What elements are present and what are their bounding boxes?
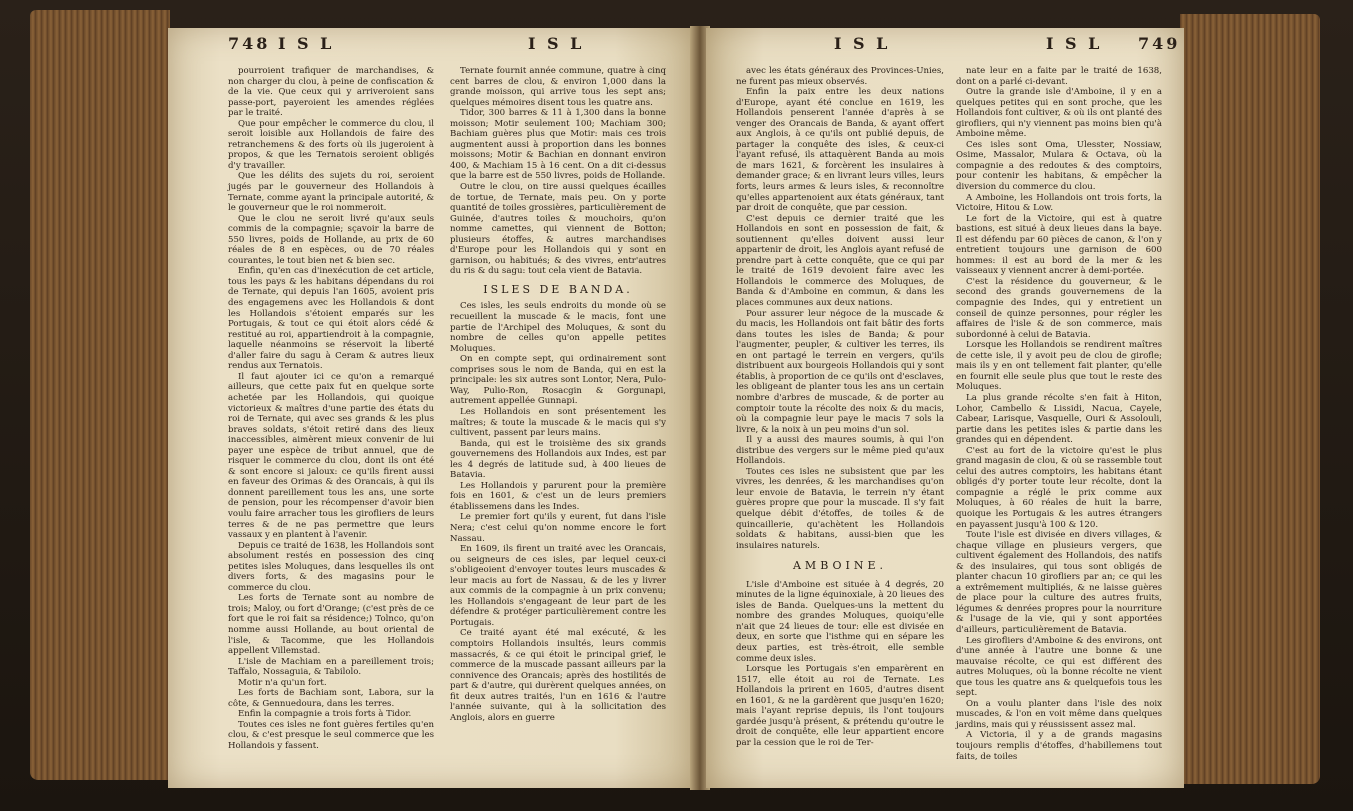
- paragraph: Depuis ce traité de 1638, les Hollandois sont absolument restés en possession des cinq petites isles Moluques, dans lesquelles ils ont divers forts, & des magasins pour le commerce du clou.: [228, 540, 434, 593]
- paragraph: Enfin la compagnie a trois forts à Tidor.: [238, 709, 412, 720]
- left-column-2: [450, 66, 666, 723]
- paragraph: nate leur en a faite par le traité de 1638, dont on a parlé ci-devant.: [956, 66, 1162, 87]
- paragraph: Lorsque les Hollandois se rendirent maîtres de cette isle, il y avoit peu de clou de girofle; mais ils y en ont tellement fait planter, qu'elle en fournit elle seule plus que tout le reste des Moluques.: [956, 340, 1162, 393]
- paragraph: Ternate fournit année commune, quatre à cinq cent barres de clou, & environ 1,000 dans la grande moisson, qui arrive tous les sept ans; quelques mémoires disent tous les quatre ans.: [450, 66, 666, 108]
- running-head: I S L: [1046, 34, 1103, 53]
- paragraph: C'est au fort de la victoire qu'est le plus grand magasin de clou, & où se rassemble tout celui des autres comptoirs, les habitans étant obligés d'y porter toute leur récolte, dont la compagnie a réglé le prix comme aux Moluques, à 60 réales de huit la barre, quoique les Portugais & les autres étrangers en payassent jusqu'à 100 & 120.: [956, 445, 1162, 530]
- paragraph: Les forts de Bachiam sont, Labora, sur la côte, & Gennuedoura, dans les terres.: [228, 688, 434, 709]
- paragraph: Les girofliers d'Amboine & des environs, ont d'une année à l'autre une bonne & une mauvaise récolte, ce qui est différent des autres Moluques, où la bonne récolte ne vient que tous les quatre ans & quelquefois tous les sept.: [956, 635, 1162, 699]
- paragraph: C'est depuis ce dernier traité que les Hollandois en sont en possession de fait, & soutiennent qu'elles doivent aussi leur appartenir de droit, les Anglois ayant refusé de prendre part à cette conquête, que ce qui par le traité de 1619 devoient faire avec les Hollandois le commerce des Moluques, de Banda & d'Amboine en commun, & dans les places communes aux deux nations.: [736, 213, 944, 309]
- paragraph: A Victoria, il y a de grands magasins toujours remplis d'étoffes, d'habillemens tout faits, de toiles: [956, 730, 1162, 762]
- paragraph: Les Hollandois y parurent pour la première fois en 1601, & c'est un de leurs premiers établissemens dans les Indes.: [450, 480, 666, 512]
- paragraph: Tidor, 300 barres & 11 à 1,300 dans la bonne moisson; Motir seulement 100; Machiam 300; Bachiam guères plus que Motir: mais ces trois augmentent aussi à proportion dans les bonnes moissons; Motir & Bachian en donnant environ 400, & Machiam 15 à 16 cent. On a dit ci-dessus que la barre est de 550 livres, poids de Hollande.: [450, 108, 666, 182]
- paragraph: Il y a aussi des maures soumis, à qui l'on distribue des vergers sur le même pied qu'aux Hollandois.: [736, 435, 944, 467]
- page-number: 749: [1138, 34, 1181, 53]
- left-column-1: [228, 66, 434, 752]
- section-heading: AMBOINE.: [792, 559, 887, 573]
- left-page-stack: [30, 10, 170, 780]
- paragraph: L'isle de Machiam en a pareillement trois; Taffalo, Nossaguia, & Tabilolo.: [228, 656, 434, 678]
- paragraph: avec les états généraux des Provinces-Unies, ne furent pas mieux observés.: [736, 66, 944, 87]
- paragraph: Motir n'a qu'un fort.: [238, 677, 327, 688]
- paragraph: Ce traité ayant été mal exécuté, & les comptoirs Hollandois insultés, leurs commis massacrés, & ce qui étoit le principal grief, le commerce de la muscade passant ailleurs par la connivence des Orancais; après des hostilités de part & d'autre, qui durèrent quelques années, on fit deux autres traités, l'un en 1616 & l'autre l'année suivante, qui à la sollicitation des Anglois, alors en guerre: [450, 628, 666, 723]
- paragraph: Les forts de Ternate sont au nombre de trois; Maloy, ou fort d'Orange; (c'est près de ce fort que le roi fait sa résidence;) Tolnco, qu'on nomme aussi Hollande, au bout oriental de l'isle, & Tacomme, que les Hollandois appellent Villemstad.: [228, 593, 434, 657]
- paragraph: On a voulu planter dans l'isle des noix muscades, & l'on en voit même dans quelques jardins, mais qui y réussissent assez mal.: [956, 698, 1162, 730]
- paragraph: Toute l'isle est divisée en divers villages, & chaque village en plusieurs vergers, que cultivent également des Hollandois, des natifs & des insulaires, qui tous sont obligés de planter chacun 10 girofliers par an; ce qui les a extrêmement multipliés, & ne laisse guères de place pour la culture des autres fruits, légumes & denrées propres pour la nourriture & l'usage de la vie, qui y sont apportées d'ailleurs, particulièrement de Batavia.: [956, 530, 1162, 635]
- right-column-2: [956, 66, 1162, 762]
- paragraph: En 1609, ils firent un traité avec les Orancais, ou seigneurs de ces isles, par lequel ceux-ci s'obligeoient d'envoyer toutes leurs muscades & leur macis au fort de Nassau, & de les y livrer aux commis de la compagnie à un prix convenu; les Hollandois s'engageant de leur part de les défendre & protéger particulièrement contre les Portugais.: [450, 544, 666, 628]
- paragraph: Il faut ajouter ici ce qu'on a remarqué ailleurs, que cette paix fut en quelque sorte achetée par les Hollandois, qui quoique victorieux & maîtres d'une partie des états du roi de Ternate, qui avec ses grands & les plus braves soldats, s'étoit retiré dans des lieux inaccessibles, aimèrent mieux convenir de lui payer une espèce de tribut annuel, que de risquer le commerce du clou, dont ils ont été & sont encore si jaloux: ce qu'ils firent aussi en faveur des Orimas & des Orancais, à qui ils donnent pareillement tous les ans, une sorte de pension, pour les récompenser d'avoir bien voulu faire arracher tous les girofliers de leurs terres & de ne pas permettre que leurs vassaux y en plantent à l'avenir.: [228, 371, 434, 541]
- paragraph: La plus grande récolte s'en fait à Hiton, Lohor, Cambello & Lissidi, Nacua, Cayele, Cabear, Larisque, Vasquelle, Ouri & Assolouli, partie dans les petites isles & partie dans les grandes qui en dépendent.: [956, 392, 1162, 446]
- paragraph: Ces isles, les seuls endroits du monde où se recueillent la muscade & le macis, font une partie de l'Archipel des Moluques, & sont du nombre de celles qu'on appelle petites Moluques.: [450, 301, 666, 354]
- paragraph: L'isle d'Amboine est située à 4 degrés, 20 minutes de la ligne équinoxiale, à 20 lieues des isles de Banda. Quelques-uns la mettent du nombre des grandes Moluques, quoiqu'elle n'ait que 24 lieues de tour: elle est divisée en deux, en sorte que l'isthme qui en sépare les deux parties, est très-étroit, elle semble comme deux isles.: [736, 579, 944, 664]
- paragraph: On en compte sept, qui ordinairement sont comprises sous le nom de Banda, qui en est la principale: les six autres sont Lontor, Nera, Pulo-Way, Pulio-Ron, Rosacgin & Gorgunapi, autrement appellée Gunnapi.: [450, 354, 666, 407]
- paragraph: Les Hollandois en sont présentement les maîtres; & toute la muscade & le macis qui s'y cultivent, passent par leurs mains.: [450, 406, 666, 439]
- paragraph: Enfin, qu'en cas d'inexécution de cet article, tous les pays & les habitans dépendans du roi de Ternate, qui depuis l'an 1605, avoient pris des engagemens avec les Hollandois & dont les Hollandois s'étoient emparés sur les Portugais, & tout ce qui étoit alors cédé & restitué au roi, appartiendroit à la compagnie, laquelle néanmoins se réservoit la liberté d'aller faire du sagu à Ceram & autres lieux rendus aux Ternatois.: [228, 266, 434, 372]
- paragraph: Toutes ces isles ne font guères fertiles qu'en clou, & c'est presque le seul commerce que les Hollandois y fassent.: [228, 719, 434, 751]
- paragraph: Ces isles sont Oma, Ulesster, Nossiaw, Osime, Massalor, Mulara & Octava, où la compagnie a des redoutes & des comptoirs, pour contenir les habitans, & empêcher la diversion du commerce du clou.: [956, 139, 1162, 193]
- paragraph: pourroient trafiquer de marchandises, & non charger du clou, à peine de confiscation & de la vie. Que ceux qui y arriveroient sans passe-port, payeroient les amendes réglées par le traité.: [228, 66, 434, 119]
- paragraph: Que les délits des sujets du roi, seroient jugés par le gouverneur des Hollandois à Ternate, comme ayant la principale autorité, & le gouverneur que le roi nommeroit.: [228, 171, 434, 214]
- paragraph: Que le clou ne seroit livré qu'aux seuls commis de la compagnie; sçavoir la barre de 550 livres, poids de Hollande, au prix de 60 réales de 8 en espèces, ou de 70 réales courantes, le tout bien net & bien sec.: [228, 213, 434, 266]
- paragraph: Banda, qui est le troisième des six grands gouvernemens des Hollandois aux Indes, est par les 4 degrés de latitude sud, à 400 lieues de Batavia.: [450, 438, 666, 481]
- right-page-stack: [1180, 14, 1320, 784]
- paragraph: Pour assurer leur négoce de la muscade & du macis, les Hollandois ont fait bâtir des forts dans toutes les isles de Banda; & pour l'augmenter, peupler, & cultiver les terres, ils en ont partagé le terrein en vergers, qu'ils distribuent aux bourgeois Hollandois qui y sont établis, à proportion de ce qu'ils ont d'esclaves, les obligeant de planter tous les ans un certain nombre d'arbres de muscade, & de porter au comptoir toute la récolte des noix & du macis, où la compagnie leur paye le macis 7 sols la livre, & la noix à un peu moins d'un sol.: [736, 308, 944, 435]
- paragraph: Enfin la paix entre les deux nations d'Europe, ayant été conclue en 1619, les Hollandois penserent l'année d'après à se venger des Orancais de Banda, & ayant offert aux Anglois, à ce qu'ils ont publié depuis, de partager la conquête des isles, & ceux-ci l'ayant refusé, ils attaquèrent Banda au mois de mars 1621, & forcèrent les insulaires à demander grace; & en livrant leurs villes, leurs forts, leurs armes & leurs isles, & reconnoître qu'elles appartenoient aux états généraux, tant par droit de conquête, que par cession.: [736, 87, 944, 214]
- paragraph: Que pour empêcher le commerce du clou, il seroit loisible aux Hollandois de faire des retranchemens & des forts où ils jugeroient à propos, & que les Ternatois seroient obligés d'y travailler.: [228, 118, 434, 171]
- running-head: I S L: [834, 34, 891, 53]
- paragraph: Outre le clou, on tire aussi quelques écailles de tortue, de Ternate, mais peu. On y porte quantité de toiles grossières, particulièrement de Guinée, d'autres toiles & mouchoirs, qu'on nomme camettes, qui viennent de Botton; plusieurs étoffes, & autres marchandises d'Europe pour les Hollandois qui y sont en garnison, ou habitués; & des vivres, entr'autres du ris & du sagu: tout cela vient de Batavia.: [450, 182, 666, 277]
- page-number: 748: [228, 34, 271, 53]
- paragraph: Outre la grande isle d'Amboine, il y en a quelques petites qui en sont proche, que les Hollandois font cultiver, & où ils ont planté des girofliers, qui n'y viennent pas moins bien qu'à Amboine même.: [956, 87, 1162, 140]
- paragraph: A Amboine, les Hollandois ont trois forts, la Victoire, Hitou & Low.: [956, 192, 1162, 214]
- running-head: I S L: [278, 34, 335, 53]
- section-heading: ISLES DE BANDA.: [483, 282, 633, 296]
- left-page: [168, 28, 694, 788]
- right-column-1: [736, 66, 944, 748]
- paragraph: C'est la résidence du gouverneur, & le second des grands gouvernemens de la compagnie des Indes, qui y entretient un conseil de quinze personnes, pour régler les affaires de l'isle & de son commerce, mais subordonné à celui de Batavia.: [956, 276, 1162, 340]
- running-head: I S L: [528, 34, 585, 53]
- paragraph: Le premier fort qu'ils y eurent, fut dans l'isle Nera; c'est celui qu'on nomme encore le fort Nassau.: [450, 512, 666, 544]
- paragraph: Toutes ces isles ne subsistent que par les vivres, les denrées, & les marchandises qu'on leur envoie de Batavia, le terrein n'y étant guères propre que pour la muscade. Il s'y fait quelque débit d'étoffes, de toiles & de quincaillerie, qu'achètent les Hollandois soldats & habitans, aussi-bien que les insulaires naturels.: [736, 466, 944, 551]
- right-page: [706, 28, 1184, 788]
- paragraph: Lorsque les Portugais s'en emparèrent en 1517, elle étoit au roi de Ternate. Les Hollandois la prirent en 1605, d'autres disent en 1601, & ne la gardèrent que jusqu'en 1620; mais l'ayant reprise depuis, ils l'ont toujours gardée jusqu'à présent, & prétendu qu'outre le droit de conquête, elle leur appartient encore par la cession que le roi de Ter-: [736, 664, 944, 748]
- paragraph: Le fort de la Victoire, qui est à quatre bastions, est situé à deux lieues dans la baye. Il est défendu par 60 pièces de canon, & l'on y entretient toujours une garnison de 600 hommes: il est au bord de la mer & les vaisseaux y viennent ancrer à demi-portée.: [956, 213, 1162, 277]
